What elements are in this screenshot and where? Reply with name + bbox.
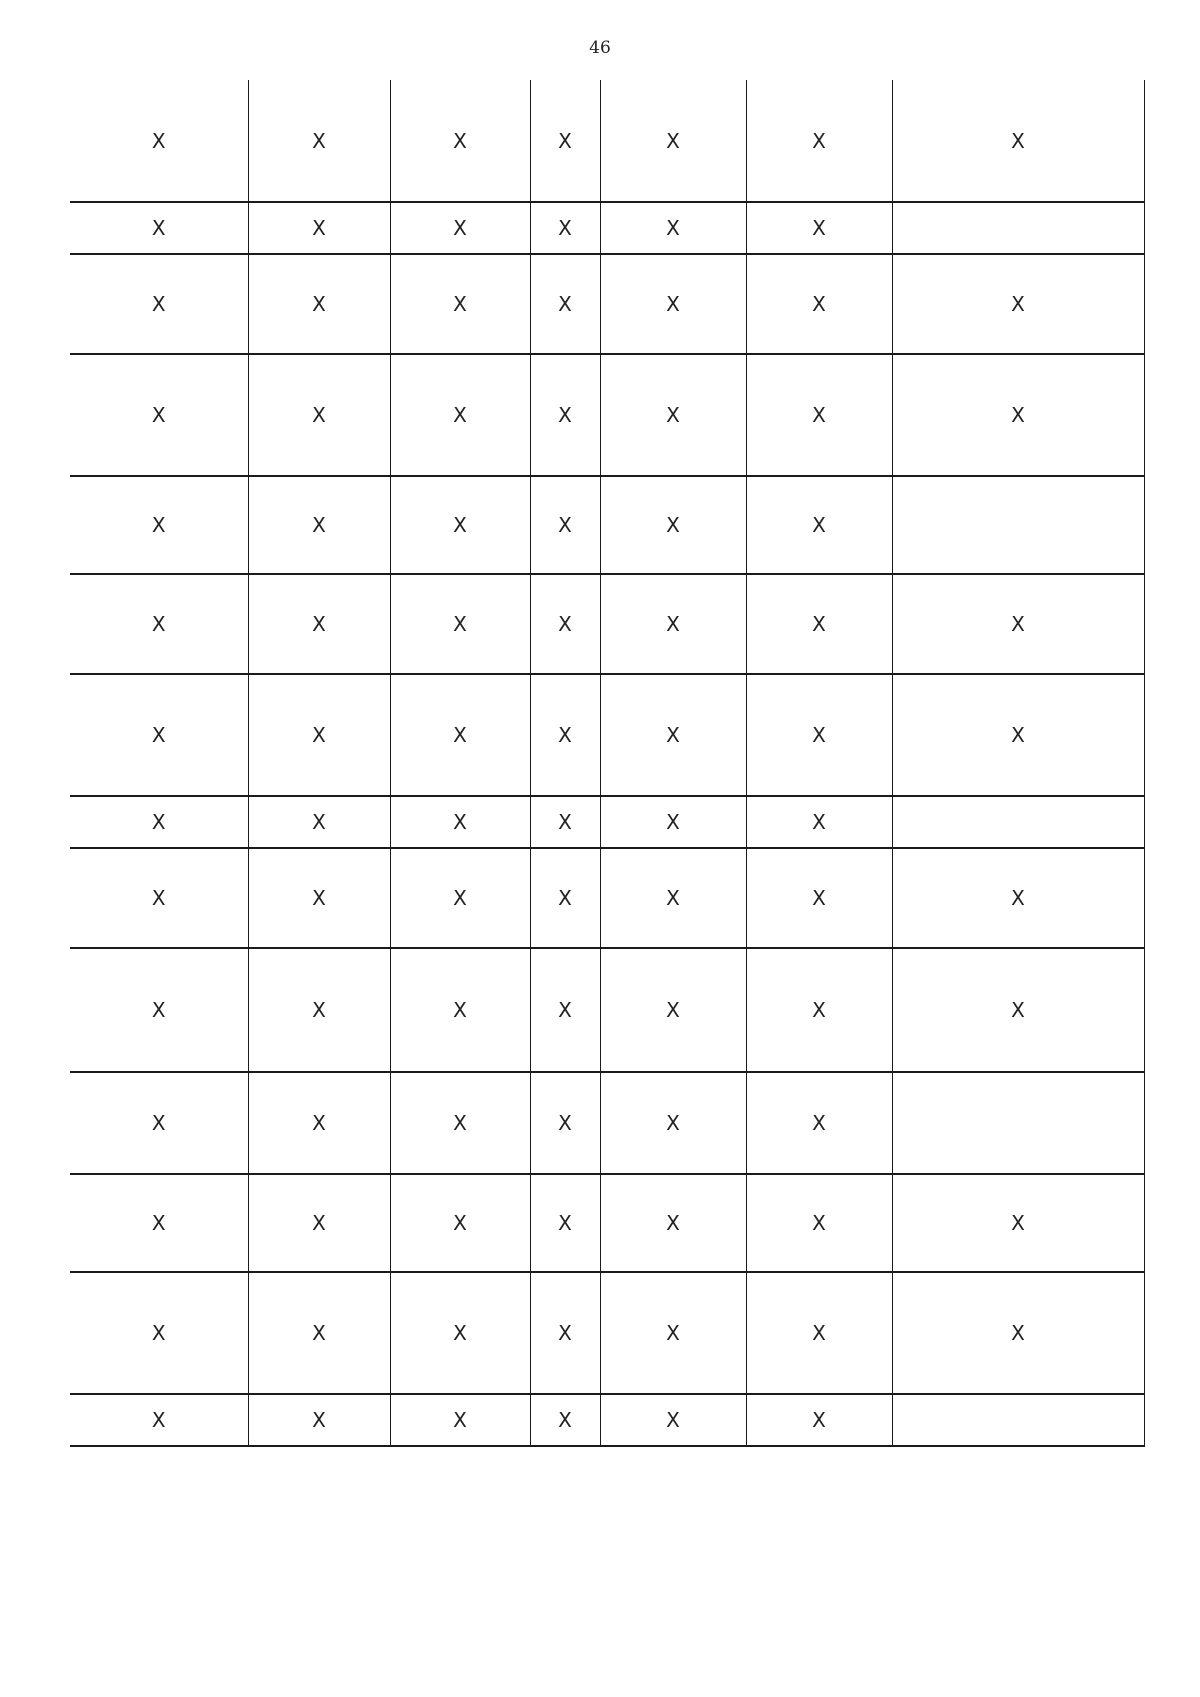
table-cell [248, 1272, 390, 1394]
table-cell [600, 1272, 746, 1394]
table-cell [892, 948, 1144, 1072]
table-row [70, 674, 1144, 796]
x-mark: X [558, 612, 572, 636]
table-cell [746, 1272, 892, 1394]
table-row [70, 796, 1144, 848]
table-cell [530, 674, 600, 796]
x-mark: X [812, 810, 826, 834]
table-cell [530, 1072, 600, 1174]
x-mark: X [558, 886, 572, 910]
table-cell [746, 796, 892, 848]
table-cell [390, 1174, 530, 1272]
x-mark: X [151, 723, 166, 747]
table-cell [600, 1394, 746, 1446]
table-cell [746, 202, 892, 254]
table-cell [530, 354, 600, 476]
table-cell [530, 202, 600, 254]
table-cell [530, 948, 600, 1072]
x-mark: X [151, 810, 166, 834]
x-mark: X [151, 998, 166, 1022]
x-mark: X [151, 1111, 166, 1135]
x-mark: X [812, 723, 826, 747]
x-mark: X [558, 1111, 572, 1135]
x-mark: X [312, 998, 326, 1022]
x-mark: X [312, 403, 326, 427]
table-cell [600, 1072, 746, 1174]
x-mark: X [666, 216, 680, 240]
table-cell [390, 202, 530, 254]
table-cell [248, 1174, 390, 1272]
x-mark: X [453, 886, 467, 910]
page-number: 46 [589, 38, 611, 58]
x-mark: X [453, 292, 467, 316]
table-cell [70, 202, 248, 254]
table-row [70, 80, 1144, 202]
table-cell [70, 1174, 248, 1272]
table-cell [892, 1272, 1144, 1394]
x-mark: X [1011, 1321, 1025, 1345]
x-mark: X [151, 612, 166, 636]
table-cell [248, 1394, 390, 1446]
table-cell [530, 848, 600, 948]
x-mark: X [312, 1211, 326, 1235]
x-mark: X [151, 1408, 166, 1432]
table-cell [390, 848, 530, 948]
x-mark: X [558, 128, 572, 153]
table-cell [70, 574, 248, 674]
x-mark: X [812, 128, 826, 153]
x-mark: X [453, 1321, 467, 1345]
table-cell [746, 574, 892, 674]
x-mark: X [312, 1408, 326, 1432]
x-mark: X [666, 723, 680, 747]
table-cell [248, 574, 390, 674]
table-cell [248, 948, 390, 1072]
x-mark: X [151, 886, 166, 910]
x-mark: X [453, 723, 467, 747]
table-cell [248, 1072, 390, 1174]
table-row [70, 476, 1144, 574]
x-mark: X [312, 128, 326, 153]
x-mark: X [1011, 886, 1025, 910]
table-cell [746, 948, 892, 1072]
x-mark: X [666, 128, 680, 153]
x-mark: X [453, 612, 467, 636]
x-mark: X [812, 403, 826, 427]
table-row [70, 574, 1144, 674]
table-cell [746, 80, 892, 202]
x-mark: X [453, 216, 467, 240]
table-cell [746, 476, 892, 574]
x-mark: X [812, 513, 826, 537]
table-cell [248, 476, 390, 574]
table-cell [70, 1272, 248, 1394]
table-cell [390, 476, 530, 574]
table-cell [530, 574, 600, 674]
x-mark: X [812, 886, 826, 910]
table-cell [530, 80, 600, 202]
table-cell [390, 674, 530, 796]
x-mark: X [312, 1321, 326, 1345]
x-mark: X [558, 513, 572, 537]
x-mark: X [812, 1321, 826, 1345]
x-mark: X [151, 1321, 166, 1345]
x-mark: X [558, 292, 572, 316]
table-cell [248, 674, 390, 796]
table-cell [390, 948, 530, 1072]
x-mark: X [312, 612, 326, 636]
table-cell [530, 254, 600, 354]
table-cell [390, 80, 530, 202]
table-cell [746, 254, 892, 354]
x-mark: X [666, 998, 680, 1022]
table-row [70, 1394, 1144, 1446]
x-mark: X [666, 1321, 680, 1345]
table-row [70, 1072, 1144, 1174]
table-cell [70, 1394, 248, 1446]
x-mark: X [1011, 723, 1025, 747]
table-row [70, 848, 1144, 948]
table-cell [248, 80, 390, 202]
table-row [70, 1272, 1144, 1394]
x-mark: X [1011, 998, 1025, 1022]
table-cell [390, 1272, 530, 1394]
x-mark: X [151, 128, 166, 153]
table-cell [248, 354, 390, 476]
table-cell [530, 1174, 600, 1272]
x-mark: X [312, 723, 326, 747]
table-cell [600, 674, 746, 796]
x-mark: X [558, 1211, 572, 1235]
table-cell [70, 354, 248, 476]
table-cell [892, 1394, 1144, 1446]
table-cell [892, 1072, 1144, 1174]
table-cell [600, 476, 746, 574]
table-cell [70, 948, 248, 1072]
table-cell [746, 1174, 892, 1272]
x-mark: X [1011, 612, 1025, 636]
x-mark: X [666, 1408, 680, 1432]
table-cell [248, 796, 390, 848]
table-cell [892, 674, 1144, 796]
x-mark: X [453, 1111, 467, 1135]
x-mark: X [558, 1321, 572, 1345]
x-mark: X [1011, 1211, 1025, 1235]
table-cell [892, 796, 1144, 848]
table-cell [530, 476, 600, 574]
x-mark: X [312, 886, 326, 910]
x-mark: X [558, 810, 572, 834]
table-row [70, 202, 1144, 254]
table-cell [600, 202, 746, 254]
table-cell [892, 80, 1144, 202]
table-cell [600, 948, 746, 1072]
x-mark: X [1011, 292, 1025, 316]
table-cell [530, 1272, 600, 1394]
table-cell [746, 1394, 892, 1446]
x-mark: X [1011, 403, 1025, 427]
table-cell [600, 574, 746, 674]
x-mark: X [151, 216, 166, 240]
x-mark: X [453, 513, 467, 537]
table-cell [600, 1174, 746, 1272]
table-cell [70, 476, 248, 574]
table-cell [746, 674, 892, 796]
x-mark: X [453, 403, 467, 427]
x-mark: X [558, 403, 572, 427]
table-cell [248, 848, 390, 948]
x-mark: X [812, 1408, 826, 1432]
x-mark: X [151, 1211, 166, 1235]
x-mark: X [151, 403, 166, 427]
table-row [70, 948, 1144, 1072]
x-mark: X [453, 810, 467, 834]
table-cell [70, 796, 248, 848]
table-cell [390, 796, 530, 848]
x-mark: X [558, 216, 572, 240]
table-cell [70, 674, 248, 796]
table-cell [70, 1072, 248, 1174]
table-cell [600, 254, 746, 354]
x-mark: X [812, 216, 826, 240]
table-cell [390, 1072, 530, 1174]
x-mark: X [558, 1408, 572, 1432]
table-cell [390, 574, 530, 674]
x-mark: X [666, 292, 680, 316]
x-mark: X [558, 998, 572, 1022]
x-mark: X [666, 513, 680, 537]
x-mark: X [666, 810, 680, 834]
x-mark: X [812, 1211, 826, 1235]
table-cell [390, 254, 530, 354]
table-cell [390, 354, 530, 476]
x-mark: X [1011, 128, 1025, 153]
checklist-table [70, 80, 1145, 1447]
table-cell [600, 796, 746, 848]
x-mark: X [453, 1408, 467, 1432]
table-cell [892, 1174, 1144, 1272]
x-mark: X [312, 810, 326, 834]
x-mark: X [151, 292, 166, 316]
table-cell [600, 354, 746, 476]
x-mark: X [151, 513, 166, 537]
table-cell [70, 254, 248, 354]
table-cell [892, 254, 1144, 354]
table-cell [892, 202, 1144, 254]
table-row [70, 1174, 1144, 1272]
table-cell [248, 254, 390, 354]
table-cell [70, 848, 248, 948]
table-cell [530, 1394, 600, 1446]
x-mark: X [812, 998, 826, 1022]
x-mark: X [312, 292, 326, 316]
table-cell [746, 1072, 892, 1174]
checklist-table-container [70, 80, 1144, 1447]
table-cell [600, 80, 746, 202]
x-mark: X [312, 513, 326, 537]
x-mark: X [558, 723, 572, 747]
table-cell [390, 1394, 530, 1446]
table-cell [746, 354, 892, 476]
x-mark: X [666, 612, 680, 636]
x-mark: X [312, 1111, 326, 1135]
table-cell [892, 476, 1144, 574]
table-row [70, 354, 1144, 476]
table-cell [892, 574, 1144, 674]
x-mark: X [812, 612, 826, 636]
x-mark: X [666, 1211, 680, 1235]
x-mark: X [453, 128, 467, 153]
table-cell [892, 354, 1144, 476]
table-cell [248, 202, 390, 254]
x-mark: X [666, 403, 680, 427]
table-cell [600, 848, 746, 948]
x-mark: X [453, 1211, 467, 1235]
table-cell [892, 848, 1144, 948]
table-cell [70, 80, 248, 202]
x-mark: X [453, 998, 467, 1022]
table-cell [746, 848, 892, 948]
table-row [70, 254, 1144, 354]
x-mark: X [812, 1111, 826, 1135]
table-cell [530, 796, 600, 848]
x-mark: X [812, 292, 826, 316]
x-mark: X [312, 216, 326, 240]
x-mark: X [666, 886, 680, 910]
x-mark: X [666, 1111, 680, 1135]
